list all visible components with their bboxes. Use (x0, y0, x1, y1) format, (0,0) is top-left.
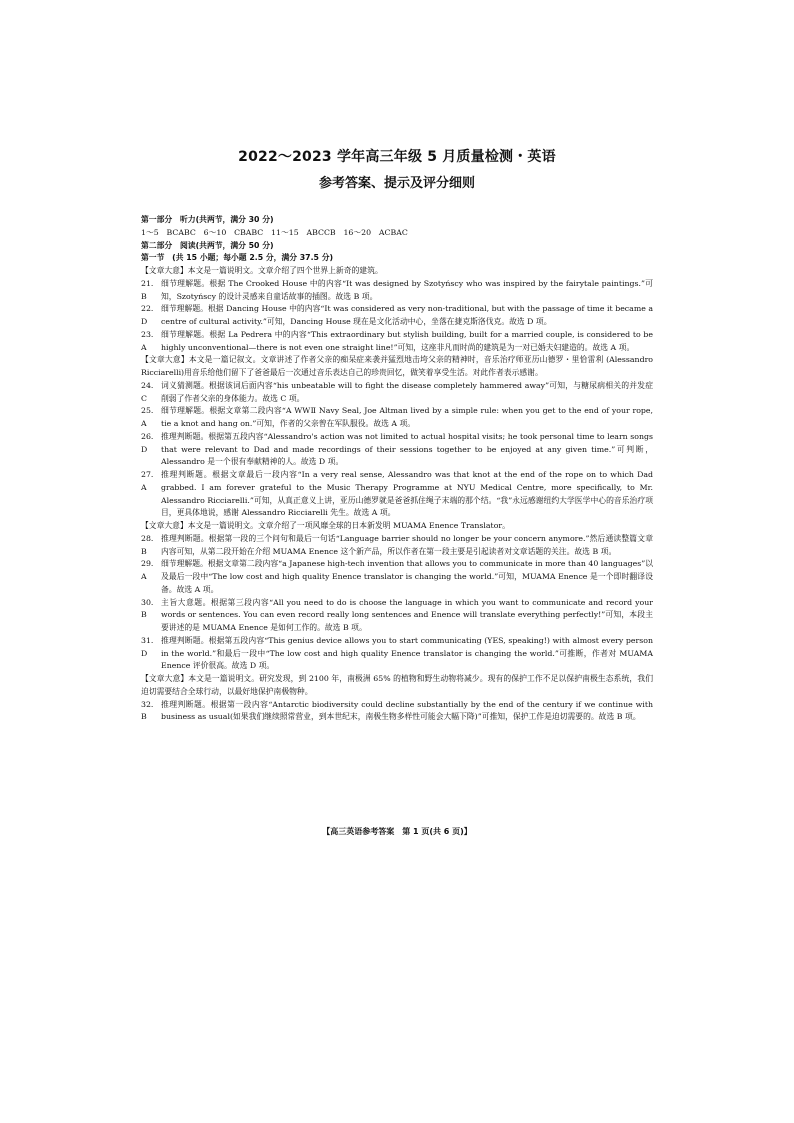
answer-number: 29. A (141, 559, 154, 581)
answer-item (141, 278, 653, 304)
passage-summary: 【文章大意】本文是一篇说明文。文章介绍了一项风靡全球的日本新发明 MUAMA Enence Translator。 (141, 521, 510, 530)
answer-number: 32. B (141, 699, 154, 722)
answer-item (141, 329, 653, 355)
answer-explanation: 主旨大意题。根据第三段内容“All you need to do is choose the language in which you want to communicate and record your words or sentences. You can even record really long sentences and Enence will translate everything perfectly!”可知，本段主要讲述的是 MUAMA Enence 是如何工作的。故选 B 项。 (161, 597, 653, 632)
answer-item (141, 380, 653, 406)
answer-explanation: 推理判断题。根据第五段内容“This genius device allows you to start communicating (YES, speaking!) with almost every person in the world.”和最后一段中“The low cost and high quality Enence translator is changing the world.”可推断，作者对 MUAMA Enence 评价很高。故选 D 项。 (161, 635, 653, 671)
part2-heading: 第二部分 阅读(共两节，满分 50 分) (141, 240, 274, 250)
answer-explanation: 细节理解题。根据 Dancing House 中的内容“It was considered as very non-traditional, but with the passage of time it became a centre of cultural activity.”可知，Dancing House 现在是文化活动中心，坐落在捷克斯洛伐克。故选 D 项。 (161, 304, 653, 326)
answer-explanation: 推理判断题。根据第五段内容“Alessandro's action was not limited to actual hospital visits; he took personal time to learn songs that were relevant to Dad and made recordings of their sessions together to be enjoyed at any given time.”可判断，Alessandro 是一个很有奉献精神的人。故选 D 项。 (161, 431, 653, 467)
answer-body (141, 214, 653, 724)
answer-number: 24. C (141, 380, 154, 403)
passage-summary: 【文章大意】本文是一篇记叙文。文章讲述了作者父亲的痴呆症来袭并猛烈地击垮父亲的精神时，音乐治疗师亚历山德罗・里恰雷利 (Alessandro Ricciarelli)用音乐给他们留下了爸爸最后一次通过音乐表达自己的珍贵回忆，做笑着享受生活。对此作者表示感谢。 (141, 355, 653, 377)
answer-item (141, 303, 653, 329)
page-footer: 【高三英语参考答案 第 1 页(共 6 页)】 (322, 827, 472, 836)
answer-number: 31. D (141, 635, 154, 658)
answer-number: 27. A (141, 470, 154, 492)
answer-number: 21. B (141, 278, 154, 301)
answer-number: 22. D (141, 304, 154, 326)
answer-explanation: 细节理解题。根据文章第二段内容“A WWⅡ Navy Seal, Joe Altman lived by a simple rule: when you get to the end of your rope, tie a knot and hang on.”可知，作者的父亲曾在军队服役。故选 A 项。 (161, 406, 653, 428)
answer-item (141, 699, 653, 725)
answer-explanation: 推理判断题。根据第一段的三个问句和最后一句话“Language barrier should no longer be your concern anymore.”然后通读整篇文章内容可知，从第二段开始在介绍 MUAMA Enence 这个新产品，所以作者在第一段主要是引起读者对文章话题的关注。故选 B 项。 (161, 533, 653, 556)
answer-item (141, 558, 653, 596)
answer-explanation: 推理判断题。根据文章最后一段内容“In a very real sense, Alessandro was that knot at the end of the rope on to which Dad grabbed. I am forever grateful to the Music Therapy Programme at NYU Medical Centre, more specifically, to Mr. Alessandro Ricciarelli.”可知，从真正意义上讲，亚历山德罗就是爸爸抓住绳子末端的那个结。“我”永远感谢纽约大学医学中心的音乐治疗项目，更具体地说，感谢 Alessandro Ricciarelli 先生。故选 A 项。 (161, 470, 653, 518)
answer-explanation: 细节理解题。根据 The Crooked House 中的内容“It was designed by Szotyńscy who was inspired by the fairytale paintings.”可知，Szotyńscy 的设计灵感来自童话故事的插图。故选 B 项。 (161, 278, 653, 301)
answer-explanation: 细节理解题。根据 La Pedrera 中的内容“This extraordinary but stylish building, built for a married couple, is considered to be highly unconventional—there is not even one straight line!”可知，这座非凡而时尚的建筑是为一对已婚夫妇建造的。故选 A 项。 (161, 329, 653, 352)
passage-summary: 【文章大意】本文是一篇说明文。文章介绍了四个世界上新奇的建筑。 (141, 266, 383, 275)
answer-explanation: 推理判断题。根据第一段内容“Antarctic biodiversity could decline substantially by the end of the century if we continue with business as usual(如果我们继续照常营业，到本世纪末，南极生物多样性可能会大幅下降)”可推知，保护工作是迫切需要的。故选 B 项。 (161, 699, 653, 722)
answer-number: 28. B (141, 533, 154, 556)
answer-number: 25. A (141, 406, 154, 428)
page-title: 2022～2023 学年高三年级 5 月质量检测・英语 (238, 149, 556, 165)
answer-item (141, 635, 653, 673)
answer-item (141, 597, 653, 635)
section1-heading: 第一节 (共 15 小题；每小题 2.5 分，满分 37.5 分) (141, 253, 334, 263)
part1-heading: 第一部分 听力(共两节，满分 30 分) (141, 215, 274, 224)
answer-explanation: 细节理解题。根据文章第二段内容“a Japanese high-tech invention that allows you to communicate in more than 40 languages”以及最后一段中“The low cost and high quality Enence translator is changing the world.”可知，MUAMA Enence 是一个即时翻译设备。故选 A 项。 (161, 559, 653, 594)
answer-item (141, 431, 653, 469)
answer-number: 23. A (141, 329, 154, 352)
passage-summary: 【文章大意】本文是一篇说明文。研究发现，到 2100 年，南极洲 65% 的植物和野生动物将减少。现有的保护工作不足以保护南极生态系统，我们迫切需要结合全球行动，以最好地保护南极物种。 (141, 674, 653, 696)
answer-number: 26. D (141, 431, 154, 454)
answer-explanation: 词义猜测题。根据该词后面内容“his unbeatable will to fight the disease completely hammered away”可知，与糖尿病相关的并发症削弱了作者父亲的身体能力。故选 C 项。 (161, 380, 653, 403)
listening-answers: 1～5 BCABC 6～10 CBABC 11～15 ABCCB 16～20 ACBAC (141, 227, 408, 237)
answer-item (141, 469, 653, 520)
answer-number: 30. B (141, 597, 154, 620)
answer-item (141, 533, 653, 559)
answer-item (141, 405, 653, 431)
page-subtitle: 参考答案、提示及评分细则 (318, 176, 475, 191)
